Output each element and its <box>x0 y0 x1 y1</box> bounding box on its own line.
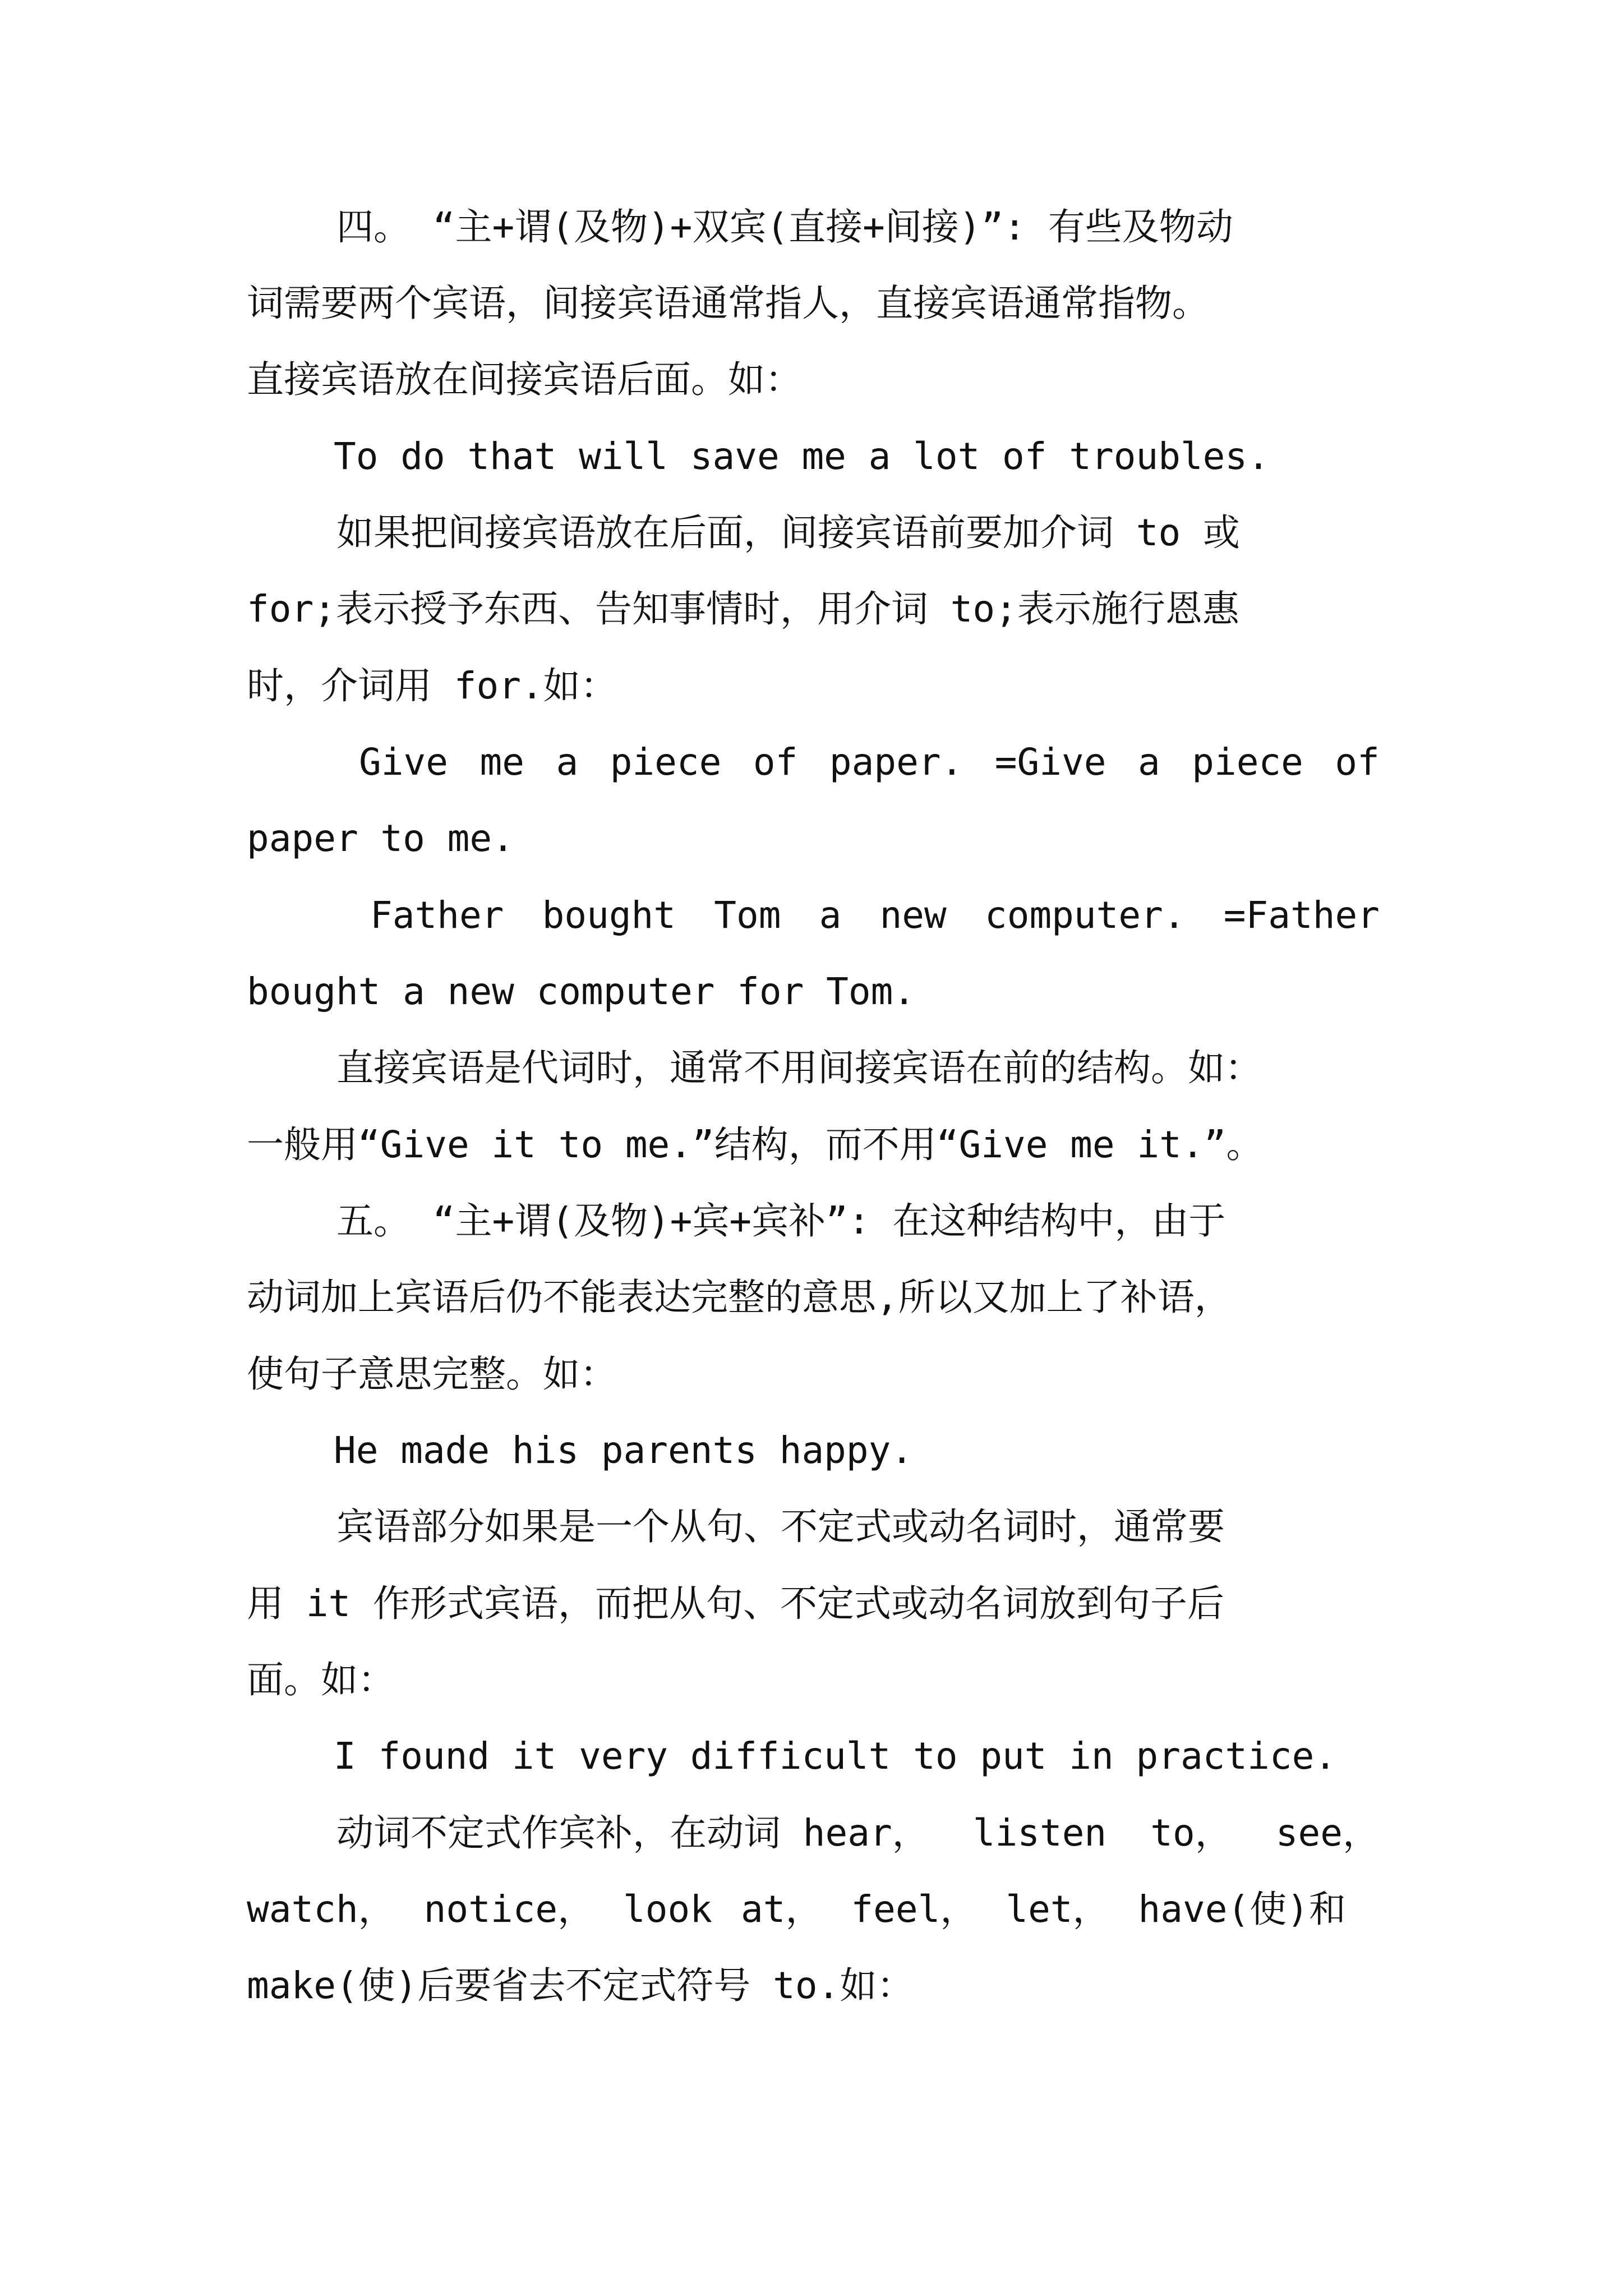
word: piece <box>1192 740 1303 784</box>
word: new <box>879 894 947 937</box>
text-line-justified <box>247 1881 1346 1938</box>
word: look <box>623 1888 712 1931</box>
word: Give <box>359 740 448 784</box>
text-line: 四。 “主+谓(及物)+双宾(直接+间接)”: 有些及物动 <box>336 205 1233 249</box>
word: at， <box>740 1888 823 1931</box>
word: bought <box>542 894 676 937</box>
text-line: 面。如： <box>247 1658 395 1701</box>
word: see， <box>1275 1811 1380 1855</box>
word: paper. <box>829 740 963 784</box>
text-line: 动词加上宾语后仍不能表达完整的意思,所以又加上了补语， <box>247 1276 1232 1319</box>
text-line-justified <box>359 734 1380 790</box>
word: notice， <box>423 1888 595 1931</box>
text-line: bought a new computer for Tom. <box>247 970 916 1013</box>
text-line: 如果把间接宾语放在后面，间接宾语前要加介词 to 或 <box>336 511 1240 554</box>
text-line: paper to me. <box>247 817 514 860</box>
word: computer. <box>984 894 1186 937</box>
text-line: make(使)后要省去不定式符号 to.如： <box>247 1964 914 2007</box>
text-line: 时，介词用 for.如： <box>247 664 617 707</box>
word: listen <box>972 1811 1107 1855</box>
text-line: 词需要两个宾语，间接宾语通常指人，直接宾语通常指物。 <box>247 282 1209 325</box>
word: piece <box>610 740 722 784</box>
word: me <box>479 740 524 784</box>
word: a <box>819 894 842 937</box>
word: =Give <box>994 740 1106 784</box>
word: a <box>556 740 579 784</box>
word: of <box>753 740 798 784</box>
text-line: He made his parents happy. <box>334 1429 914 1472</box>
word: to， <box>1150 1811 1232 1855</box>
word: feel， <box>851 1888 978 1931</box>
text-line: 使句子意思完整。如： <box>247 1352 617 1396</box>
text-line: for;表示授予东西、告知事情时，用介词 to;表示施行恩惠 <box>247 587 1239 631</box>
word: of <box>1335 740 1380 784</box>
word: watch， <box>247 1888 395 1931</box>
word: =Father <box>1223 894 1380 937</box>
word: Tom <box>714 894 781 937</box>
word: let， <box>1006 1888 1110 1931</box>
text-line: I found it very difficult to put in practice. <box>334 1734 1337 1778</box>
word: have(使)和 <box>1138 1888 1346 1931</box>
text-line: 直接宾语放在间接宾语后面。如： <box>247 358 802 401</box>
text-line: To do that will save me a lot of troubles. <box>334 435 1270 478</box>
text-line-justified <box>336 1805 1380 1861</box>
word: Father <box>370 894 504 937</box>
word: 动词不定式作宾补，在动词 hear， <box>336 1811 929 1855</box>
text-line: 宾语部分如果是一个从句、不定式或动名词时，通常要 <box>336 1505 1225 1548</box>
text-line: 一般用“Give it to me.”结构，而不用“Give me it.”。 <box>247 1123 1264 1166</box>
text-line: 五。 “主+谓(及物)+宾+宾补”: 在这种结构中，由于 <box>336 1199 1226 1243</box>
text-line: 用 it 作形式宾语，而把从句、不定式或动名词放到句子后 <box>247 1582 1224 1625</box>
word: a <box>1137 740 1160 784</box>
text-line-justified <box>370 887 1380 944</box>
text-line: 直接宾语是代词时，通常不用间接宾语在前的结构。如： <box>336 1046 1262 1089</box>
